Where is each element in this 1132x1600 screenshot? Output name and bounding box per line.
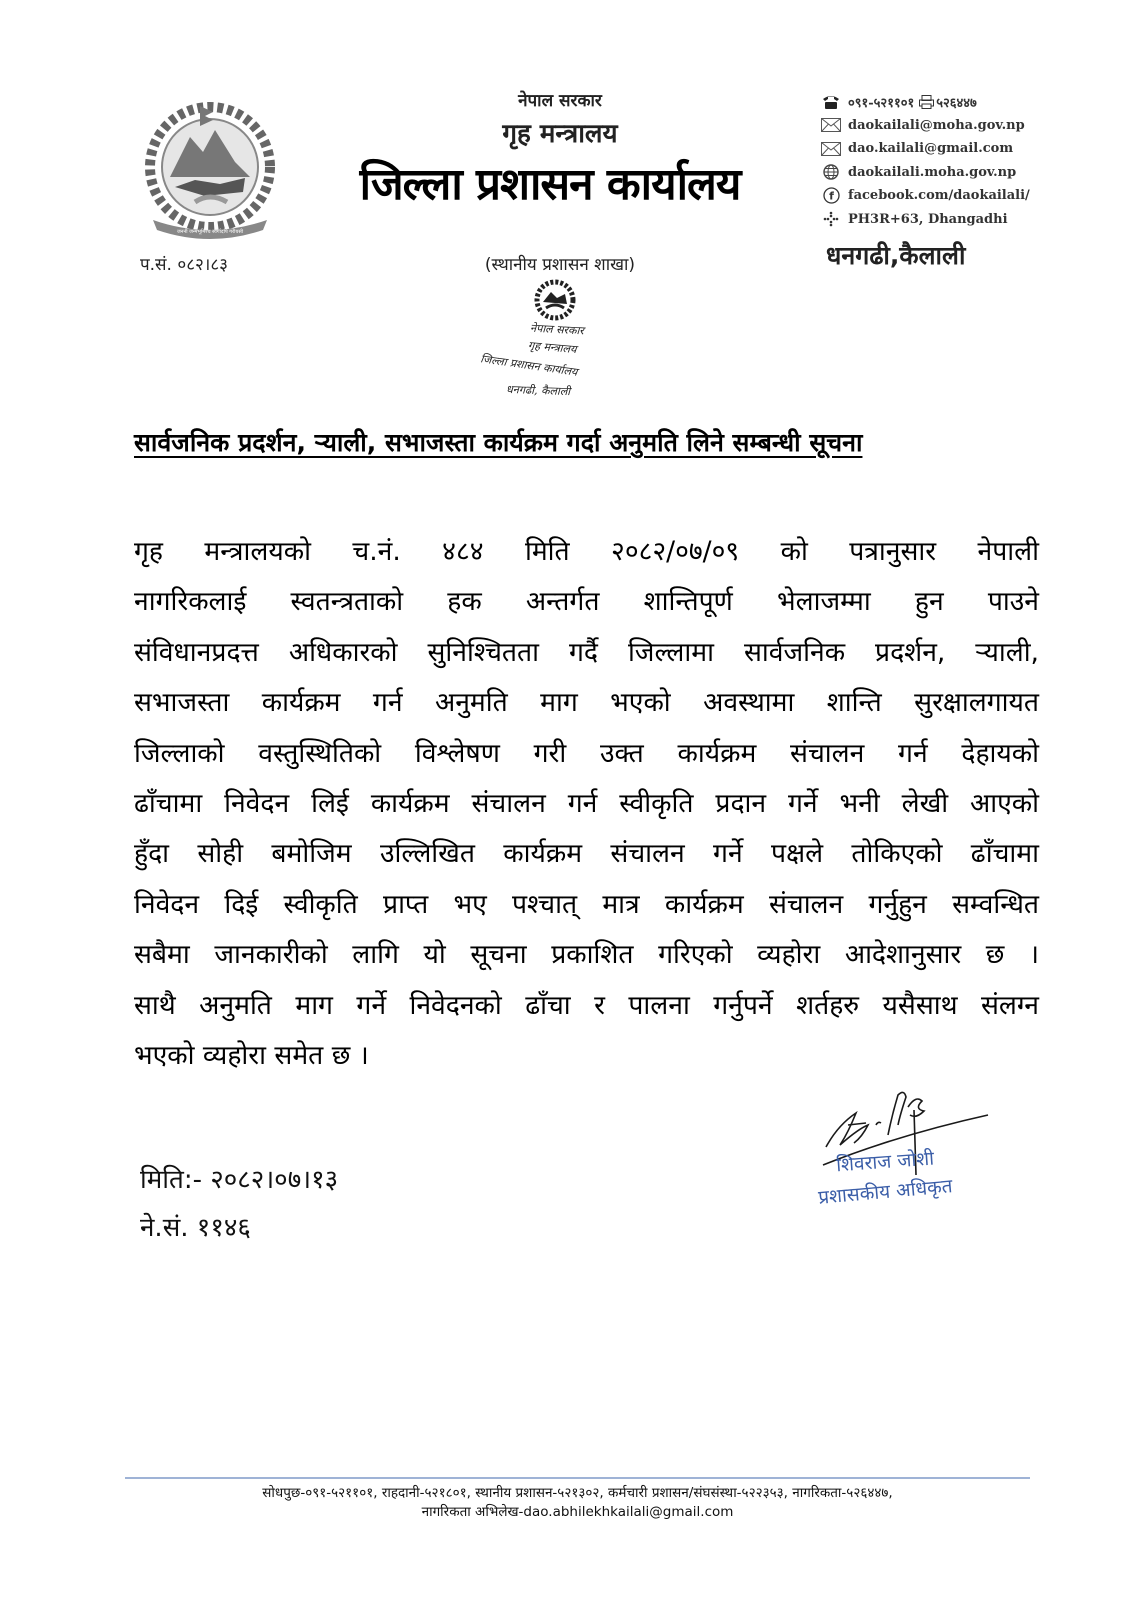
- stamp-line: धनगढी, कैलाली: [505, 382, 571, 399]
- svg-text:f: f: [828, 189, 834, 203]
- email-icon: [820, 116, 842, 134]
- notice-title: सार्वजनिक प्रदर्शन, र्‍याली, सभाजस्ता कार्यक्रम गर्दा अनुमति लिने सम्बन्धी सूचना: [134, 428, 863, 457]
- footer-email: नागरिकता अभिलेख-dao.abhilekhkailali@gmail.com: [421, 1504, 734, 1520]
- signatory-name: शिवराज जोशी: [835, 1147, 935, 1177]
- stamp-line: जिल्ला प्रशासन कार्यालय: [479, 352, 579, 379]
- footer-contacts: सोधपुछ-०९१-५२११०१, राहदानी-५२१८०१, स्थानीय प्रशासन-५२१३०२, कर्मचारी प्रशासन/संघसंस्था-५२२३५३, नागरिकता-५२६४४७,: [262, 1485, 893, 1501]
- email-gmail[interactable]: dao.kailali@gmail.com: [848, 141, 1014, 157]
- emblem-motto: जननी जन्मभूमिश्च स्वर्गादपि गरीयसी: [176, 229, 244, 235]
- body-line: ढाँचामा निवेदन लिई कार्यक्रम संचालन गर्न स्वीकृति प्रदान गर्ने भनी लेखी आएको: [134, 787, 1039, 819]
- nepal-sambat-date: ने.सं. ११४६: [140, 1213, 251, 1243]
- contact-block: [820, 90, 1050, 231]
- office-name: जिल्ला प्रशासन कार्यालय: [359, 159, 741, 210]
- contact-email-official: [820, 114, 1050, 138]
- globe-icon: [820, 163, 842, 181]
- facebook-link[interactable]: facebook.com/daokailali/: [848, 188, 1030, 204]
- office-stamp: [470, 278, 640, 408]
- website-link[interactable]: daokailali.moha.gov.np: [848, 164, 1017, 180]
- facebook-icon: [820, 187, 842, 205]
- phone-icon: [820, 93, 842, 111]
- body-line: जिल्लाको वस्तुस्थितिको विश्लेषण गरी उक्त कार्यक्रम संचालन गर्न देहायको: [134, 737, 1039, 769]
- contact-facebook: [820, 184, 1050, 208]
- body-line: गृह मन्त्रालयको च.नं. ४८४ मिति २०८२/०७/०९ को पत्रानुसार नेपाली: [134, 536, 1039, 567]
- phone-number: ०९१-५२११०१: [848, 95, 915, 111]
- email-icon: [820, 140, 842, 158]
- body-line: सबैमा जानकारीको लागि यो सूचना प्रकाशित गरिएको व्यहोरा आदेशानुसार छ ।: [134, 939, 1039, 971]
- stamp-emblem-icon: [533, 278, 577, 322]
- fax-icon: [918, 93, 934, 111]
- reference-number: प.सं. ०८२।८३: [140, 255, 229, 275]
- notice-body: [134, 527, 1039, 1081]
- branch-name: (स्थानीय प्रशासन शाखा): [484, 255, 636, 275]
- plus-code-icon: [820, 210, 842, 228]
- body-line: साथै अनुमति माग गर्ने निवेदनको ढाँचा र पालना गर्नुपर्ने शर्तहरु यसैसाथ संलग्न: [134, 989, 1039, 1021]
- contact-phone: [820, 90, 1050, 114]
- contact-email-gmail: [820, 137, 1050, 161]
- fax-number: ५२६४४७: [936, 95, 977, 111]
- office-location: धनगढी,कैलाली: [826, 241, 966, 270]
- ministry-name: गृह मन्त्रालय: [502, 119, 618, 149]
- body-line: भएको व्यहोरा समेत छ ।: [134, 1039, 369, 1071]
- government-name: नेपाल सरकार: [518, 91, 602, 111]
- notice-date: मिति:- २०८२।०७।१३: [140, 1165, 339, 1195]
- contact-plus-code: [820, 208, 1050, 232]
- body-line: नागरिकलाई स्वतन्त्रताको हक अन्तर्गत शान्तिपूर्ण भेलाजम्मा हुन पाउने: [134, 586, 1039, 618]
- signatory-designation: प्रशासकीय अधिकृत: [817, 1175, 954, 1209]
- plus-code: PH3R+63, Dhangadhi: [848, 211, 1008, 227]
- contact-website: [820, 161, 1050, 185]
- nepal-emblem-logo: [135, 92, 285, 242]
- body-line: संविधानप्रदत्त अधिकारको सुनिश्चितता गर्दै जिल्लामा सार्वजनिक प्रदर्शन, र्‍याली,: [134, 636, 1039, 668]
- footer-divider: [125, 1477, 1030, 1479]
- body-line: हुँदा सोही बमोजिम उल्लिखित कार्यक्रम संचालन गर्ने पक्षले तोकिएको ढाँचामा: [134, 838, 1039, 870]
- stamp-line: गृह मन्त्रालय: [527, 338, 577, 357]
- stamp-line: नेपाल सरकार: [529, 321, 585, 338]
- email-official[interactable]: daokailali@moha.gov.np: [848, 117, 1025, 133]
- body-line: निवेदन दिई स्वीकृति प्राप्त भए पश्चात् मात्र कार्यक्रम संचालन गर्नुहुन सम्वन्धित: [134, 888, 1039, 920]
- body-line: सभाजस्ता कार्यक्रम गर्न अनुमति माग भएको अवस्थामा शान्ति सुरक्षालगायत: [134, 687, 1039, 719]
